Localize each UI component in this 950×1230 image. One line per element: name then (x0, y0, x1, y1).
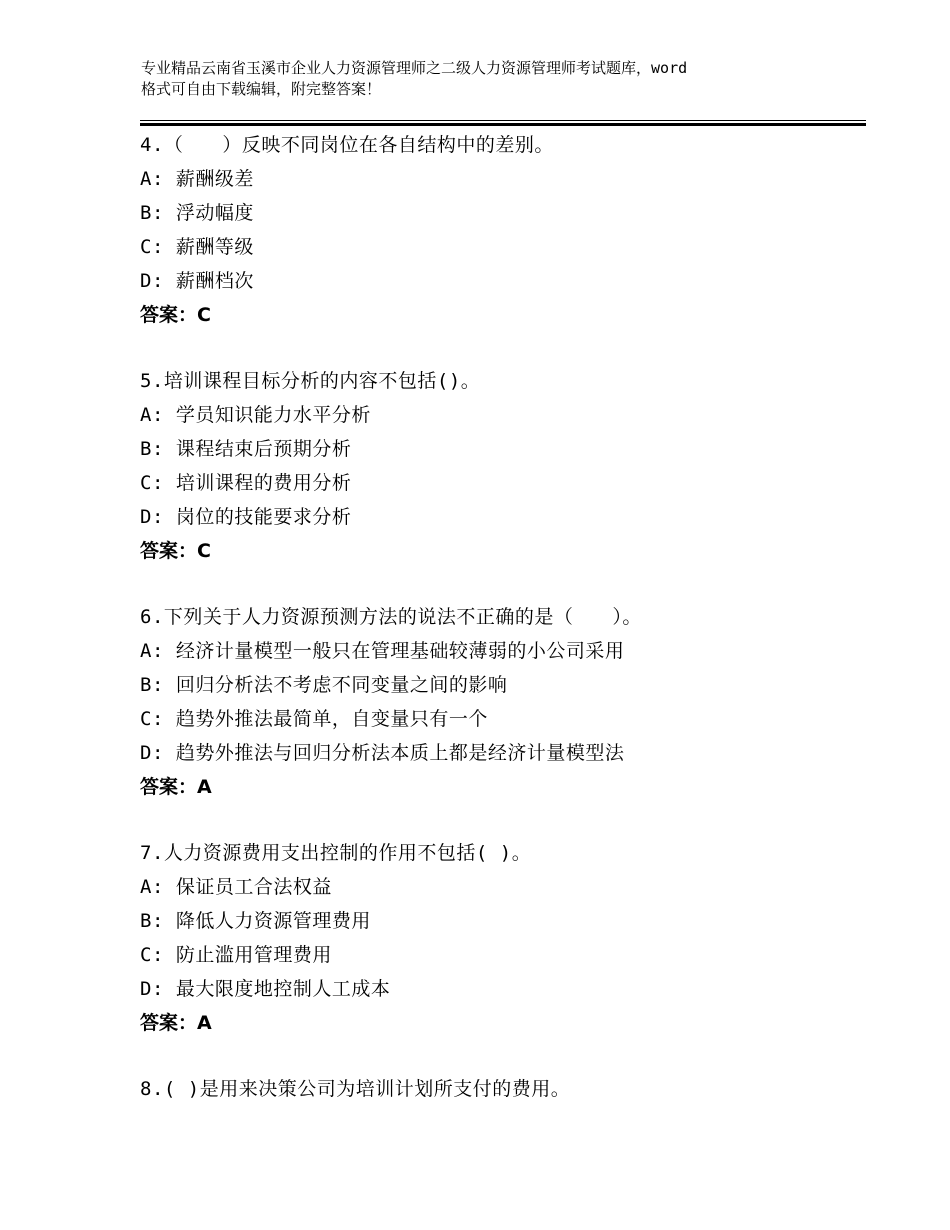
option-d: D: 最大限度地控制人工成本 (140, 978, 391, 1000)
option-d: D: 薪酬档次 (140, 270, 254, 292)
option-a: A: 保证员工合法权益 (140, 876, 332, 898)
question-7 (140, 836, 866, 1040)
question-stem: 7.人力资源费用支出控制的作用不包括( )。 (140, 842, 532, 864)
question-8 (140, 1072, 866, 1106)
header-divider-thin (140, 120, 866, 121)
question-5 (140, 364, 866, 568)
answer-line: 答案：A (140, 776, 212, 798)
option-b: B: 降低人力资源管理费用 (140, 910, 371, 932)
header-line-2: 格式可自由下载编辑，附完整答案！ (141, 80, 382, 98)
option-b: B: 浮动幅度 (140, 202, 254, 224)
header-divider-thick (140, 123, 866, 126)
question-stem: 4.（ ）反映不同岗位在各自结构中的差别。 (140, 134, 554, 156)
answer-line: 答案：A (140, 1012, 212, 1034)
option-a: A: 学员知识能力水平分析 (140, 404, 371, 426)
option-c: C: 趋势外推法最简单，自变量只有一个 (140, 708, 488, 730)
answer-line: 答案：C (140, 304, 211, 326)
option-d: D: 趋势外推法与回归分析法本质上都是经济计量模型法 (140, 742, 625, 764)
question-stem: 5.培训课程目标分析的内容不包括()。 (140, 370, 481, 392)
question-stem: 8.( )是用来决策公司为培训计划所支付的费用。 (140, 1078, 571, 1100)
option-a: A: 薪酬级差 (140, 168, 254, 190)
question-stem: 6.下列关于人力资源预测方法的说法不正确的是（ ）。 (140, 606, 642, 628)
option-a: A: 经济计量模型一般只在管理基础较薄弱的小公司采用 (140, 640, 625, 662)
option-c: C: 防止滥用管理费用 (140, 944, 332, 966)
document-header (141, 58, 831, 100)
option-d: D: 岗位的技能要求分析 (140, 506, 352, 528)
option-c: C: 薪酬等级 (140, 236, 254, 258)
option-c: C: 培训课程的费用分析 (140, 472, 352, 494)
answer-line: 答案：C (140, 540, 211, 562)
question-4 (140, 128, 866, 332)
question-6 (140, 600, 866, 804)
option-b: B: 回归分析法不考虑不同变量之间的影响 (140, 674, 508, 696)
option-b: B: 课程结束后预期分析 (140, 438, 352, 460)
header-line-1: 专业精品云南省玉溪市企业人力资源管理师之二级人力资源管理师考试题库，word (141, 59, 688, 77)
question-list (140, 128, 866, 1138)
